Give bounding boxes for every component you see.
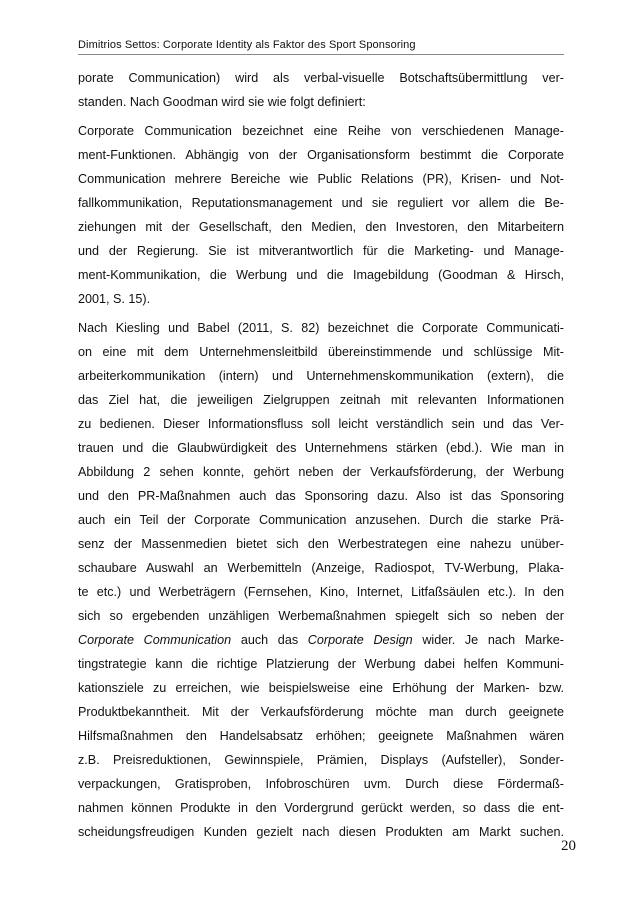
text-line: Hilfsmaßnahmen den Handelsabsatz erhöhen; geeignete Maßnahmen wären <box>78 729 564 743</box>
text-line: das Ziel hat, die jeweiligen Zielgruppen zeitnah mit relevanten Informationen <box>78 393 564 407</box>
text-line: Abbildung 2 sehen konnte, gehört neben der Verkaufsförderung, der Werbung <box>78 465 564 479</box>
text-line: nahmen können Produkte in den Vordergrund gerückt werden, so dass die ent- <box>78 801 564 815</box>
paragraph-goodman-definition <box>78 119 564 311</box>
text-line: zu bedienen. Dieser Informationsfluss soll leicht verständlich sein und das Ver- <box>78 417 564 431</box>
text-line: und den PR-Maßnahmen auch das Sponsoring dazu. Also ist das Sponsoring <box>78 489 564 503</box>
text-line: ment-Kommunikation, die Werbung und die Imagebildung (Goodman & Hirsch, <box>78 268 564 282</box>
paragraph-intro <box>78 66 564 114</box>
text-line: fallkommunikation, Reputationsmanagement und sie reguliert vor allem die Be- <box>78 196 564 210</box>
page-number: 20 <box>561 838 576 854</box>
text-line: scheidungsfreudigen Kunden gezielt nach diesen Produkten am Markt suchen. <box>78 825 564 839</box>
text-line: z.B. Preisreduktionen, Gewinnspiele, Prämien, Displays (Aufsteller), Sonder- <box>78 753 564 767</box>
text-line: arbeiterkommunikation (intern) und Unternehmenskommunikation (extern), die <box>78 369 564 383</box>
text-line: schaubare Auswahl an Werbemitteln (Anzeige, Radiospot, TV-Werbung, Plaka- <box>78 561 564 575</box>
text-line: ziehungen mit der Gesellschaft, den Medien, den Investoren, den Mitarbeitern <box>78 220 564 234</box>
body-text <box>78 66 564 849</box>
text-line: tingstrategie kann die richtige Platzierung der Werbung dabei helfen Kommuni- <box>78 657 564 671</box>
text-line: kationsziele zu erreichen, wie beispielsweise eine Erhöhung der Marken- bzw. <box>78 681 564 695</box>
paragraph-kiesling-babel <box>78 316 564 844</box>
text-line: sich so ergebenden unzähligen Werbemaßnahmen spiegelt sich so neben der <box>78 609 564 623</box>
running-header: Dimitrios Settos: Corporate Identity als Faktor des Sport Sponsoring <box>78 39 564 55</box>
text-line: te etc.) und Werbeträgern (Fernsehen, Kino, Internet, Litfaßsäulen etc.). In den <box>78 585 564 599</box>
text-line: Nach Kiesling und Babel (2011, S. 82) bezeichnet die Corporate Communicati- <box>78 321 564 335</box>
text-line: auch ein Teil der Corporate Communication anzusehen. Durch die starke Prä- <box>78 513 564 527</box>
emphasis-corporate-design: Corporate Design <box>307 633 413 647</box>
text-line: standen. Nach Goodman wird sie wie folgt definiert: <box>78 95 366 109</box>
text-line: verpackungen, Gratisproben, Infobroschüren uvm. Durch diese Fördermaß- <box>78 777 564 791</box>
text-line-mixed <box>78 628 564 652</box>
text-line: trauen und die Glaubwürdigkeit des Unternehmens stärken (ebd.). Wie man in <box>78 441 564 455</box>
text-line: on eine mit dem Unternehmensleitbild übereinstimmende und schlüssige Mit- <box>78 345 564 359</box>
text-fragment: wider. Je nach Marke- <box>412 633 564 647</box>
text-line: Communication mehrere Bereiche wie Public Relations (PR), Krisen- und Not- <box>78 172 564 186</box>
text-line: und der Regierung. Sie ist mitverantwortlich für die Marketing- und Manage- <box>78 244 564 258</box>
text-fragment: auch das <box>231 633 308 647</box>
emphasis-corporate-communication: Corporate Communication <box>78 633 232 647</box>
text-line: porate Communication) wird als verbal-visuelle Botschaftsübermittlung ver- <box>78 71 564 85</box>
text-line: 2001, S. 15). <box>78 292 151 306</box>
text-line: Produktbekanntheit. Mit der Verkaufsförderung möchte man durch geeignete <box>78 705 564 719</box>
text-line: senz der Massenmedien bietet sich den Werbestrategen eine nahezu unüber- <box>78 537 564 551</box>
text-line: ment-Funktionen. Abhängig von der Organisationsform bestimmt die Corporate <box>78 148 564 162</box>
text-line: Corporate Communication bezeichnet eine Reihe von verschiedenen Manage- <box>78 124 564 138</box>
